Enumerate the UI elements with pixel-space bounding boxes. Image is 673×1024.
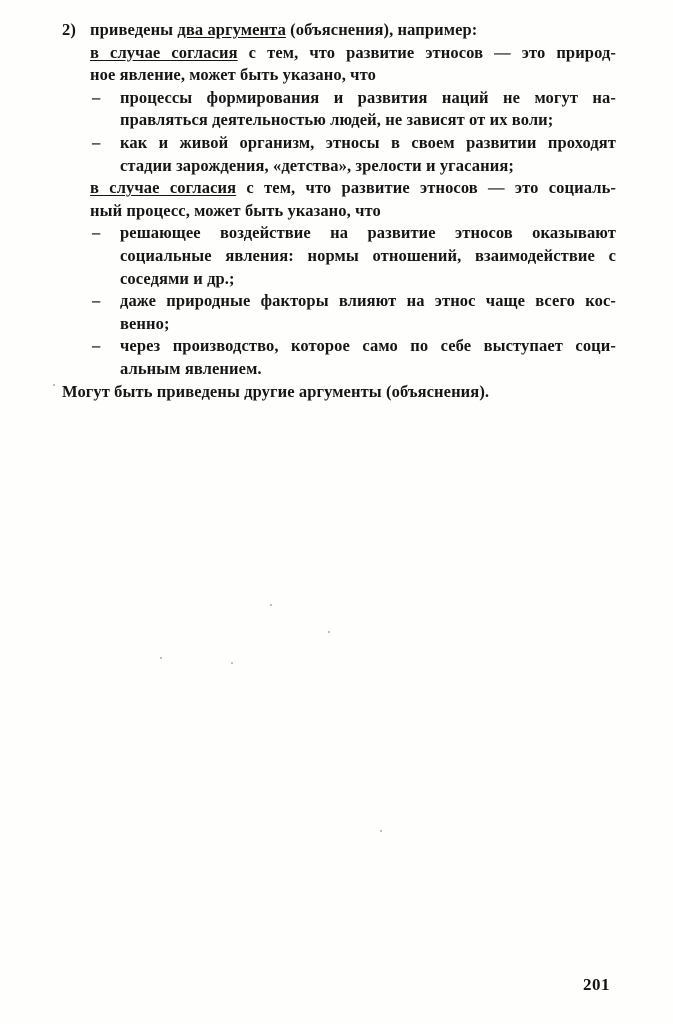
text-segment: решающее воздействие на развитие этносов оказывают	[120, 223, 616, 243]
text-line	[92, 290, 616, 313]
text-line	[120, 358, 616, 381]
text-segment: через производство, которое само по себе выступает соци-	[120, 336, 616, 356]
text-segment: как и живой организм, этносы в своем развитии проходят	[120, 132, 616, 152]
text-line	[90, 200, 616, 223]
scan-speck	[231, 662, 233, 664]
text-line	[92, 222, 616, 245]
text-segment: правляться деятельностью людей, не зависят от их воли;	[120, 110, 554, 130]
scan-speck	[328, 631, 330, 633]
text-line	[120, 245, 616, 268]
page-number: 201	[583, 975, 610, 994]
dash-bullet: –	[92, 223, 101, 243]
text-line	[90, 64, 616, 87]
text-line	[90, 42, 616, 65]
text-segment: социальные явления: нормы отношений, взаимодействие с	[120, 245, 616, 265]
text-line	[92, 87, 616, 110]
text-line	[120, 313, 616, 336]
scan-speck	[270, 604, 272, 606]
text-line	[92, 335, 616, 358]
text-segment: альным явлением.	[120, 358, 262, 378]
underlined-text: в случае согласия	[90, 178, 237, 198]
text-line	[120, 109, 616, 132]
text-line	[120, 268, 616, 291]
text-segment: венно;	[120, 313, 170, 333]
text-segment: стадии зарождения, «детства», зрелости и угасания;	[120, 155, 514, 175]
item-number: 2)	[62, 20, 76, 39]
text-segment: (объяснения), например:	[285, 20, 478, 39]
underlined-text: два аргумента	[177, 20, 286, 39]
scan-speck	[160, 657, 162, 659]
dash-bullet: –	[92, 132, 101, 152]
text-segment: с тем, что развитие этносов — это социаль-	[236, 178, 617, 198]
text-segment: соседями и др.;	[120, 268, 235, 288]
text-line	[62, 381, 616, 404]
text-segment: даже природные факторы влияют на этнос чаще всего кос-	[120, 291, 616, 311]
dash-bullet: –	[92, 87, 101, 107]
text-line	[92, 132, 616, 155]
text-segment: ное явление, может быть указано, что	[90, 65, 376, 85]
dash-bullet: –	[92, 291, 101, 311]
text-segment: Могут быть приведены другие аргументы (объяснения).	[62, 381, 490, 401]
scan-speck	[53, 384, 55, 386]
text-segment: приведены	[90, 20, 178, 39]
text-segment: ный процесс, может быть указано, что	[90, 200, 381, 220]
text-line	[120, 155, 616, 178]
text-line	[90, 177, 616, 200]
text-line	[62, 19, 616, 42]
underlined-text: в случае согласия	[90, 42, 238, 62]
scan-speck	[380, 830, 382, 832]
dash-bullet: –	[92, 336, 101, 356]
text-content	[0, 19, 616, 403]
text-segment: процессы формирования и развития наций не могут на-	[120, 87, 616, 107]
text-segment: с тем, что развитие этносов — это природ-	[237, 42, 617, 62]
